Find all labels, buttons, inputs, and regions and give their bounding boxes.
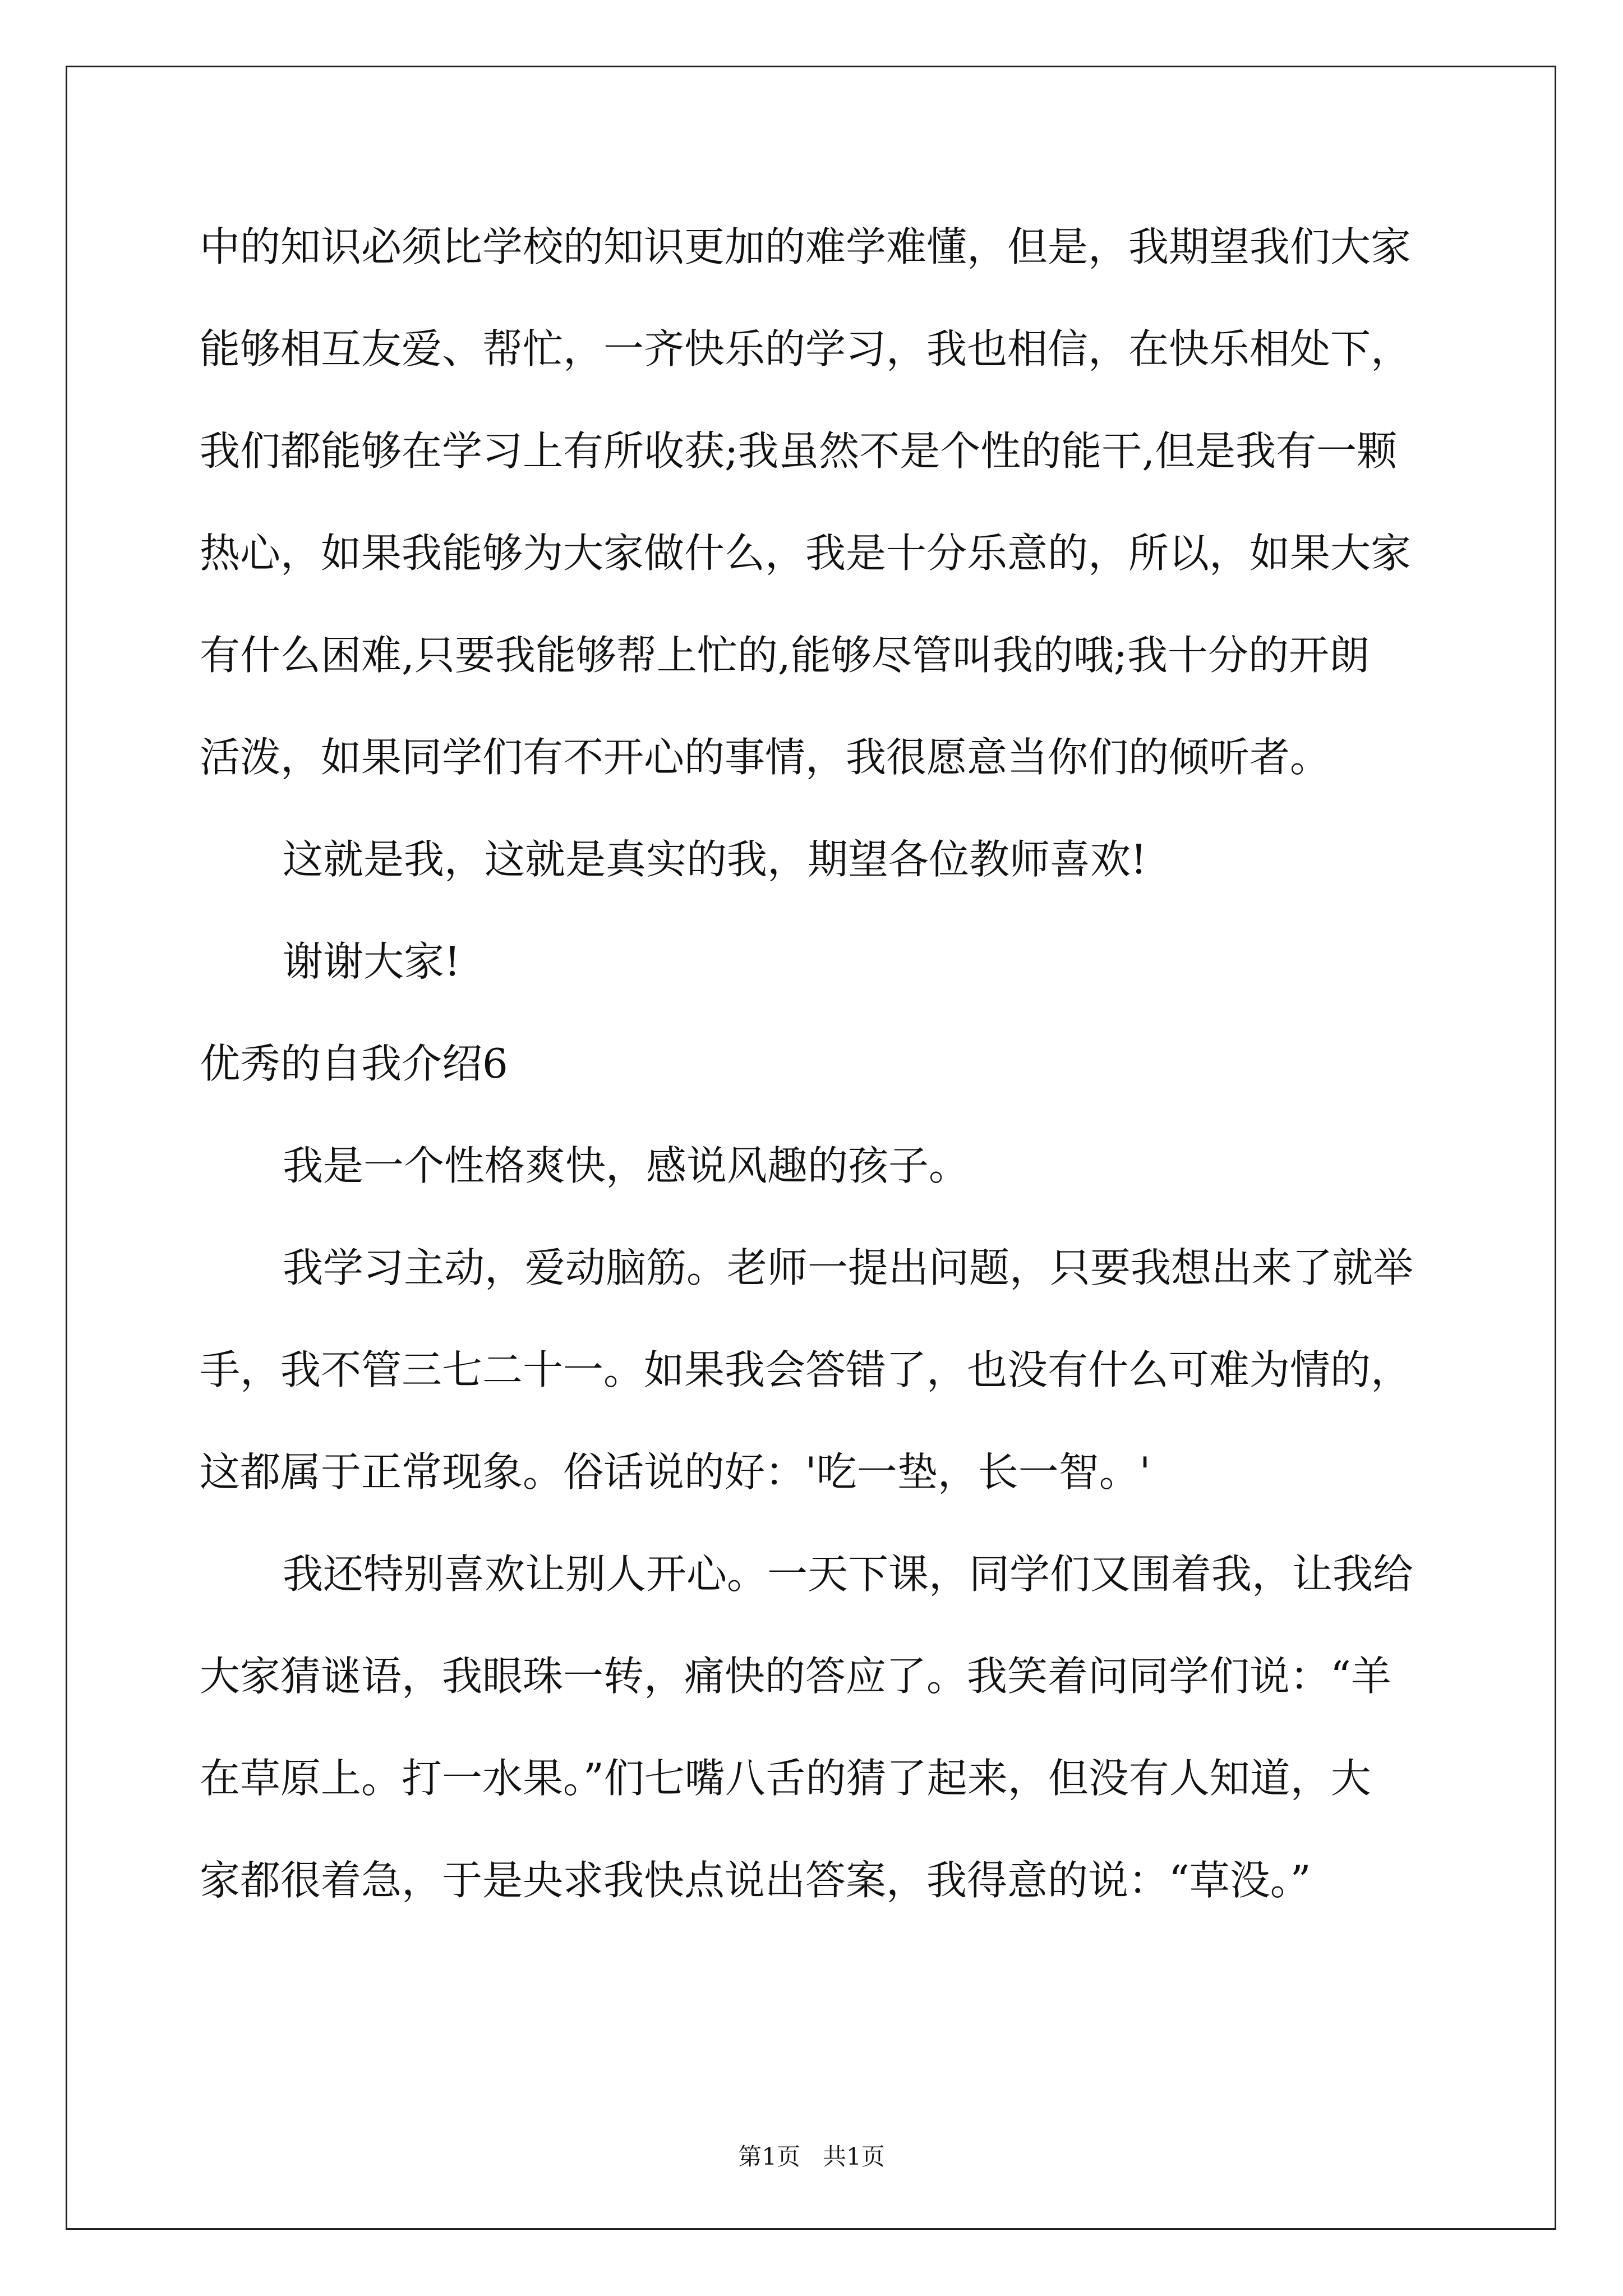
text-line: 这就是我，这就是真实的我，期望各位教师喜欢! [283, 836, 1147, 883]
text-line: 中的知识必须比学校的知识更加的难学难懂，但是，我期望我们大家 [200, 223, 1412, 270]
footer-spacer [800, 2143, 823, 2170]
text-line: 我学习主动，爱动脑筋。老师一提出问题，只要我想出来了就举 [283, 1244, 1414, 1291]
text-line: 活泼，如果同学们有不开心的事情，我很愿意当你们的倾听者。 [200, 734, 1331, 781]
text-line: 我还特别喜欢让别人开心。一天下课，同学们又围着我，让我给 [283, 1550, 1414, 1598]
text-line: 热心，如果我能够为大家做什么，我是十分乐意的，所以，如果大家 [200, 530, 1412, 577]
section-heading: 优秀的自我介绍6 [200, 1040, 508, 1087]
text-line: 家都很着急，于是央求我快点说出答案，我得意的说：“草没。” [200, 1857, 1311, 1904]
text-line: 手，我不管三七二十一。如果我会答错了，也没有什么可难为情的， [200, 1346, 1412, 1393]
text-line: 有什么困难,只要我能够帮上忙的,能够尽管叫我的哦;我十分的开朗 [200, 632, 1370, 679]
text-line: 我们都能够在学习上有所收获;我虽然不是个性的能干,但是我有一颗 [200, 427, 1398, 475]
text-line: 在草原上。打一水果。”们七嘴八舌的猜了起来，但没有人知道，大 [200, 1755, 1371, 1802]
text-line: 谢谢大家! [283, 938, 460, 985]
page-number: 第1页 [738, 2143, 800, 2170]
text-line: 能够相互友爱、帮忙，一齐快乐的学习，我也相信，在快乐相处下， [200, 325, 1412, 372]
text-line: 这都属于正常现象。俗话说的好：'吃一垫，长一智。' [200, 1448, 1151, 1496]
text-line: 我是一个性格爽快，感说风趣的孩子。 [283, 1142, 970, 1189]
text-line: 大家猜谜语，我眼珠一转，痛快的答应了。我笑着问同学们说：“羊 [200, 1653, 1391, 1700]
page-total: 共1页 [823, 2143, 885, 2170]
page-footer [0, 2140, 1623, 2174]
